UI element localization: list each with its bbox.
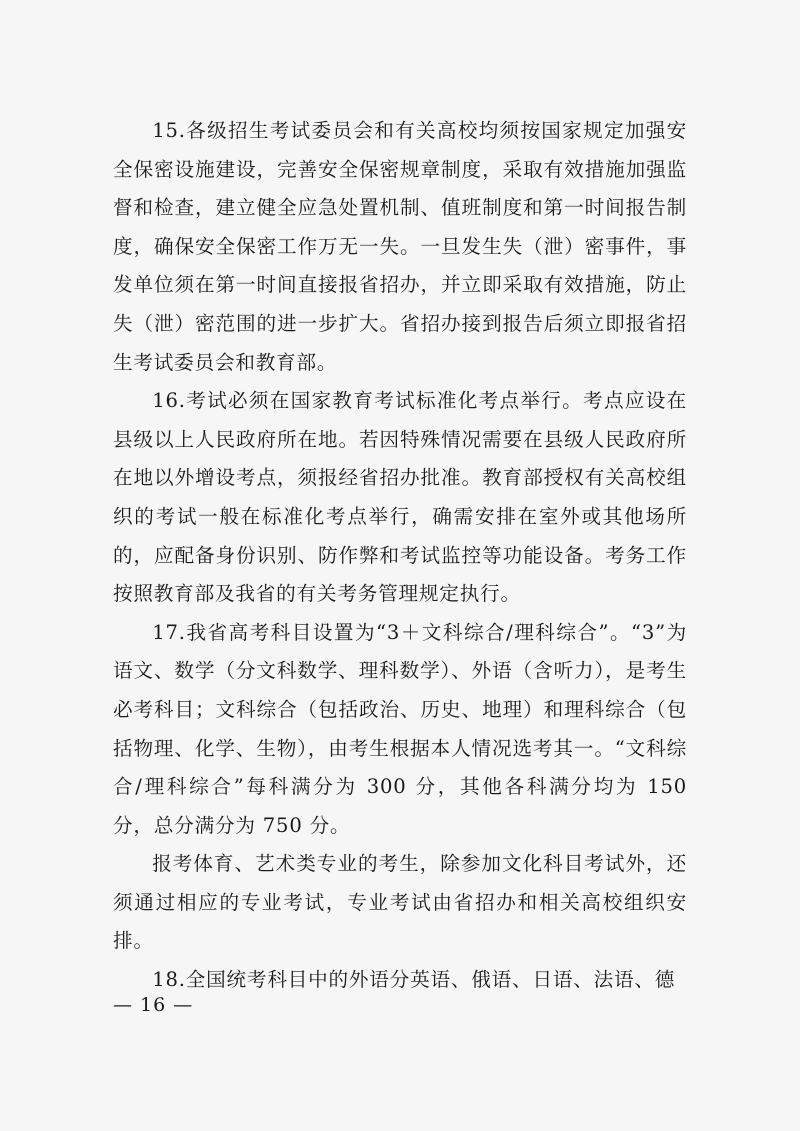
paragraph-item-15: 15.各级招生考试委员会和有关高校均须按国家规定加强安全保密设施建设，完善安全保密规章制度，采取有效措施加强监督和检查，建立健全应急处置机制、值班制度和第一时间报告制度，确保安全保密工作万无一失。一旦发生失（泄）密事件，事发单位须在第一时间直接报省招办，并立即采取有效措施，防止失（泄）密范围的进一步扩大。省招办接到报告后须立即报省招生考试委员会和教育部。: [113, 119, 687, 374]
paragraph-item-17: 17.我省高考科目设置为“3＋文科综合/理科综合”。“3”为语文、数学（分文科数学、理科数学）、外语（含听力），是考生必考科目；文科综合（包括政治、历史、地理）和理科综合（包括物理、化学、生物），由考生根据本人情况选考其一。“文科综合/理科综合”每科满分为 300 分，其他各科满分均为 150 分，总分满分为 750 分。: [113, 620, 687, 837]
page-number: — 16 —: [113, 994, 194, 1016]
paragraph-item-18: 18.全国统考科目中的外语分英语、俄语、日语、法语、德: [152, 968, 676, 992]
body-text: [113, 112, 687, 1000]
paragraph-arts-sports-exam: 报考体育、艺术类专业的考生，除参加文化科目考试外，还须通过相应的专业考试，专业考试由省招办和相关高校组织安排。: [113, 852, 687, 953]
paragraph-item-16: 16.考试必须在国家教育考试标准化考点举行。考点应设在县级以上人民政府所在地。若因特殊情况需要在县级人民政府所在地以外增设考点，须报经省招办批准。教育部授权有关高校组织的考试一般在标准化考点举行，确需安排在室外或其他场所的，应配备身份识别、防作弊和考试监控等功能设备。考务工作按照教育部及我省的有关考务管理规定执行。: [113, 389, 687, 606]
